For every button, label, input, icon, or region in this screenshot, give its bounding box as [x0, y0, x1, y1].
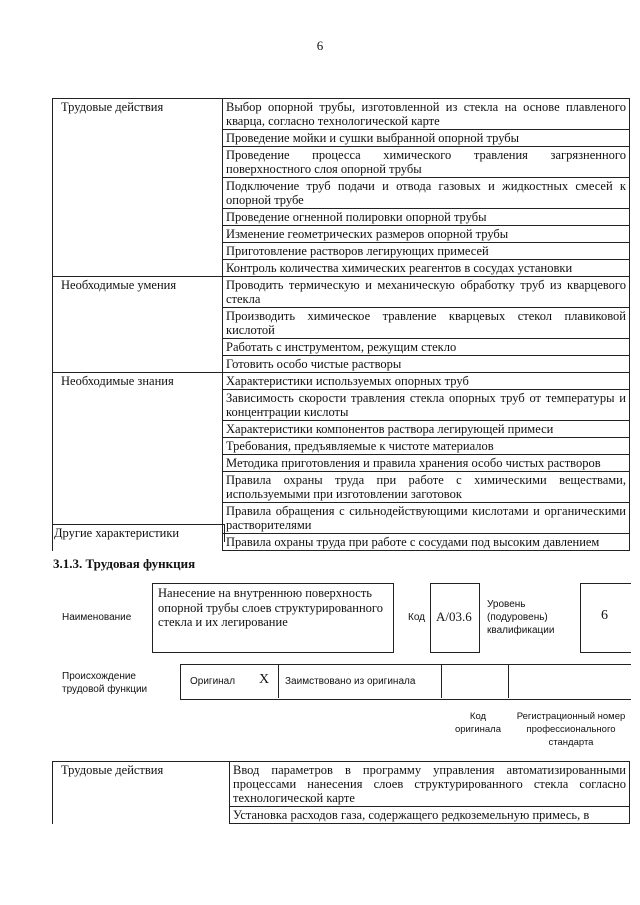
reg-number-caption: Регистрационный номер профессионального стандарта: [516, 711, 626, 748]
work-actions-table: [52, 761, 630, 824]
row-item: Установка расходов газа, содержащего редкоземельную примесь, в: [230, 807, 630, 824]
row-item: Подключение труб подачи и отвода газовых и жидкостных смесей к опорной трубе: [223, 178, 630, 209]
origin-divider-3: [508, 664, 509, 698]
row-item: Правила охраны труда при работе с сосудами под высоким давлением: [223, 534, 630, 551]
row-item: Производить химическое травление кварцевых стекол плавиковой кислотой: [223, 308, 630, 339]
origin-divider-1: [278, 664, 279, 698]
row-label: Необходимые умения: [53, 277, 223, 373]
row-item: Проводить термическую и механическую обработку труб из кварцевого стекла: [223, 277, 630, 308]
row-item: Методика приготовления и правила хранения особо чистых растворов: [223, 455, 630, 472]
row-item: Выбор опорной трубы, изготовленной из стекла на основе плавленого кварца, согласно технологической карте: [223, 99, 630, 130]
origin-divider-2: [441, 664, 442, 698]
original-mark: X: [259, 672, 270, 687]
row-item: Изменение геометрических размеров опорной трубы: [223, 226, 630, 243]
row-item: Проведение процесса химического травления загрязненного поверхностного слоя опорной трубы: [223, 147, 630, 178]
table-row: [53, 762, 630, 807]
code-value: А/03.6: [436, 609, 472, 624]
row-item: Контроль количества химических реагентов в сосудах установки: [223, 260, 630, 277]
section-title: 3.1.3. Трудовая функция: [53, 556, 196, 571]
row-item: Проведение огненной полировки опорной трубы: [223, 209, 630, 226]
row-item: Готовить особо чистые растворы: [223, 356, 630, 373]
table-row: [53, 99, 630, 130]
row-item: Работать с инструментом, режущим стекло: [223, 339, 630, 356]
row-item: Характеристики компонентов раствора легирующей примеси: [223, 421, 630, 438]
code-original-caption: Код оригинала: [454, 711, 501, 735]
row-item: Проведение мойки и сушки выбранной опорной трубы: [223, 130, 630, 147]
table-row: [53, 373, 630, 390]
other-characteristics-label: Другие характеристики: [52, 524, 225, 542]
row-label: Трудовые действия: [53, 99, 223, 277]
row-item: Зависимость скорости травления стекла опорных труб от температуры и концентрации кислоты: [223, 390, 630, 421]
requirements-table: [52, 98, 630, 551]
row-item: Требования, предъявляемые к чистоте материалов: [223, 438, 630, 455]
row-label: Необходимые знания: [53, 373, 223, 551]
row-item: Правила охраны труда при работе с химическими веществами, используемыми при изготовлении заготовок: [223, 472, 630, 503]
row-item: Ввод параметров в программу управления автоматизированными процессами нанесения слоев структурированного стекла согласно технологической карте: [230, 762, 630, 807]
table-row: [53, 277, 630, 308]
origin-label: Происхождение трудовой функции: [62, 671, 148, 695]
row-item: Характеристики используемых опорных труб: [223, 373, 630, 390]
original-label: Оригинал: [190, 676, 236, 687]
row-label: Трудовые действия: [53, 762, 230, 824]
name-value: Нанесение на внутреннюю поверхность опорной трубы слоев структурированного стекла и их легирование: [158, 586, 383, 629]
level-label: Уровень (подуровень) квалификации: [487, 599, 555, 636]
code-label: Код: [408, 612, 426, 623]
borrowed-label: Заимствовано из оригинала: [285, 676, 416, 687]
page-number: 6: [316, 38, 324, 53]
level-value: 6: [601, 608, 608, 623]
row-item: Приготовление растворов легирующих примесей: [223, 243, 630, 260]
row-item: Правила обращения с сильнодействующими кислотами и органическими растворителями: [223, 503, 630, 534]
name-label: Наименование: [62, 612, 132, 623]
